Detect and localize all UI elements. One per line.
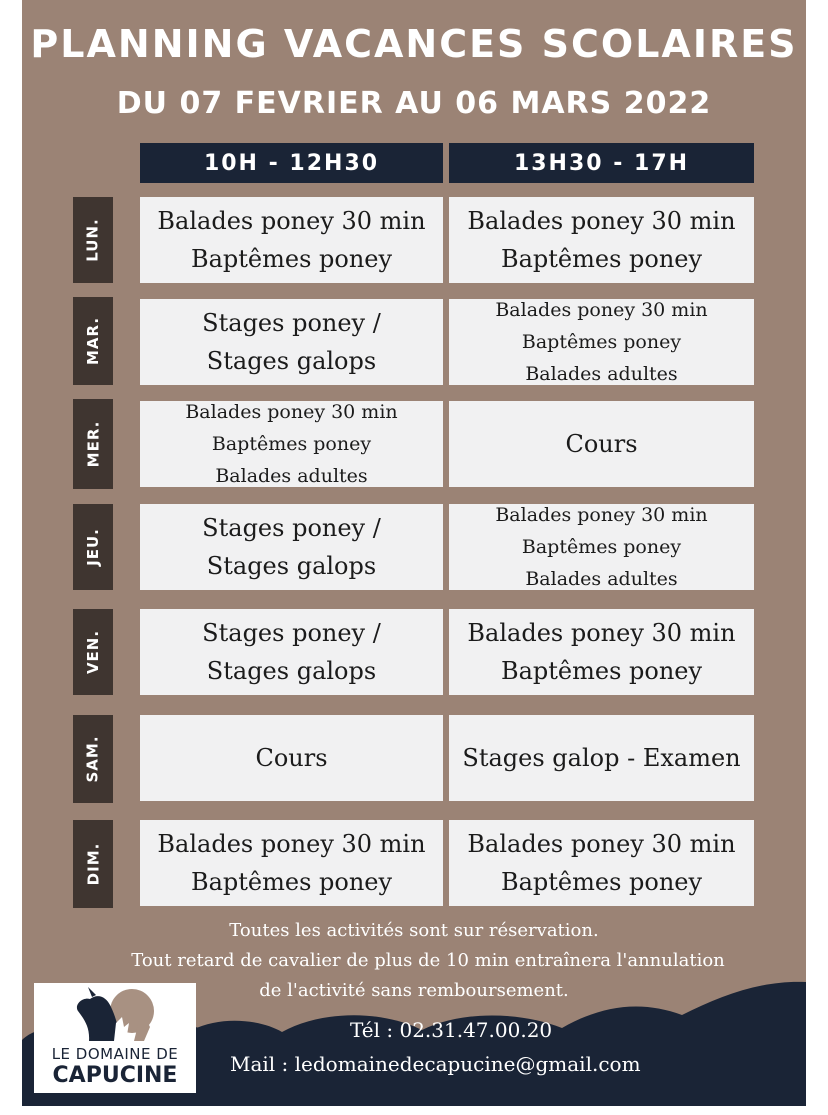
schedule-cell-dim-afternoon — [449, 820, 754, 906]
activity-line: Baptêmes poney — [521, 536, 682, 558]
schedule-cell-jeu-afternoon — [449, 504, 754, 590]
horse-logo-icon — [34, 983, 196, 1045]
schedule-cell-ven-morning — [140, 609, 443, 695]
activity-line: Balades poney 30 min — [467, 830, 736, 858]
day-label-jeu — [73, 504, 113, 590]
logo-line-2: CAPUCINE — [52, 1063, 178, 1088]
schedule-cell-lun-morning — [140, 197, 443, 283]
activity-line: Stages galops — [206, 347, 377, 375]
schedule-cell-ven-afternoon — [449, 609, 754, 695]
schedule-cell-mar-afternoon — [449, 299, 754, 385]
day-label-text: JEU. — [84, 528, 102, 566]
schedule-cell-sam-morning — [140, 715, 443, 801]
activity-line: Balades adultes — [525, 363, 678, 385]
column-header-afternoon: 13H30 - 17H — [449, 143, 754, 183]
schedule-cell-lun-afternoon — [449, 197, 754, 283]
poster — [22, 0, 806, 1106]
activity-line: Stages poney / — [202, 309, 381, 337]
activity-line: Balades poney 30 min — [467, 207, 736, 235]
booking-note: Toutes les activités sont sur réservation. — [229, 920, 599, 941]
day-label-text: VEN. — [84, 629, 103, 675]
phone-number: Tél : 02.31.47.00.20 — [350, 1018, 553, 1042]
activity-line: Stages galops — [206, 552, 377, 580]
logo-line-1: LE DOMAINE DE — [51, 1045, 179, 1063]
activity-line: Balades poney 30 min — [495, 504, 708, 526]
activity-line: Baptêmes poney — [211, 433, 372, 455]
activity-line: Balades poney 30 min — [495, 299, 708, 321]
late-note: Tout retard de cavalier de plus de 10 min entraînera l'annulation — [131, 950, 725, 971]
email-address: Mail : ledomainedecapucine@gmail.com — [230, 1052, 641, 1076]
activity-line: Balades poney 30 min — [185, 401, 398, 423]
activity-line: Stages galops — [206, 657, 377, 685]
activity-line: Cours — [255, 744, 328, 772]
day-label-mar — [73, 297, 113, 385]
day-label-text: MER. — [84, 420, 103, 468]
late-note-cont: de l'activité sans remboursement. — [259, 980, 569, 1001]
schedule-cell-sam-afternoon — [449, 715, 754, 801]
day-label-mer — [73, 399, 113, 489]
logo — [34, 983, 196, 1093]
activity-line: Stages poney / — [202, 619, 381, 647]
day-label-ven — [73, 609, 113, 695]
activity-line: Balades poney 30 min — [157, 207, 426, 235]
activity-line: Stages poney / — [202, 514, 381, 542]
schedule-cell-dim-morning — [140, 820, 443, 906]
activity-line: Stages galop - Examen — [462, 744, 741, 772]
activity-line: Balades adultes — [215, 465, 368, 487]
day-label-sam — [73, 715, 113, 803]
schedule-cell-mer-morning — [140, 401, 443, 487]
activity-line: Baptêmes poney — [500, 245, 703, 273]
activity-line: Cours — [565, 430, 638, 458]
page-title: PLANNING VACANCES SCOLAIRES — [30, 22, 798, 66]
schedule-cell-mar-morning — [140, 299, 443, 385]
activity-line: Baptêmes poney — [500, 868, 703, 896]
activity-line: Balades poney 30 min — [467, 619, 736, 647]
day-label-dim — [73, 820, 113, 908]
date-range: DU 07 FEVRIER AU 06 MARS 2022 — [116, 86, 712, 121]
day-label-text: DIM. — [84, 842, 103, 886]
activity-line: Balades poney 30 min — [157, 830, 426, 858]
activity-line: Baptêmes poney — [500, 657, 703, 685]
column-header-morning: 10H - 12H30 — [140, 143, 443, 183]
activity-line: Baptêmes poney — [521, 331, 682, 353]
day-label-text: LUN. — [84, 218, 102, 262]
day-label-text: MAR. — [84, 316, 102, 366]
activity-line: Baptêmes poney — [190, 868, 393, 896]
activity-line: Balades adultes — [525, 568, 678, 590]
day-label-text: SAM. — [84, 735, 103, 783]
activity-line: Baptêmes poney — [190, 245, 393, 273]
schedule-cell-mer-afternoon — [449, 401, 754, 487]
schedule-cell-jeu-morning — [140, 504, 443, 590]
day-label-lun — [73, 197, 113, 283]
